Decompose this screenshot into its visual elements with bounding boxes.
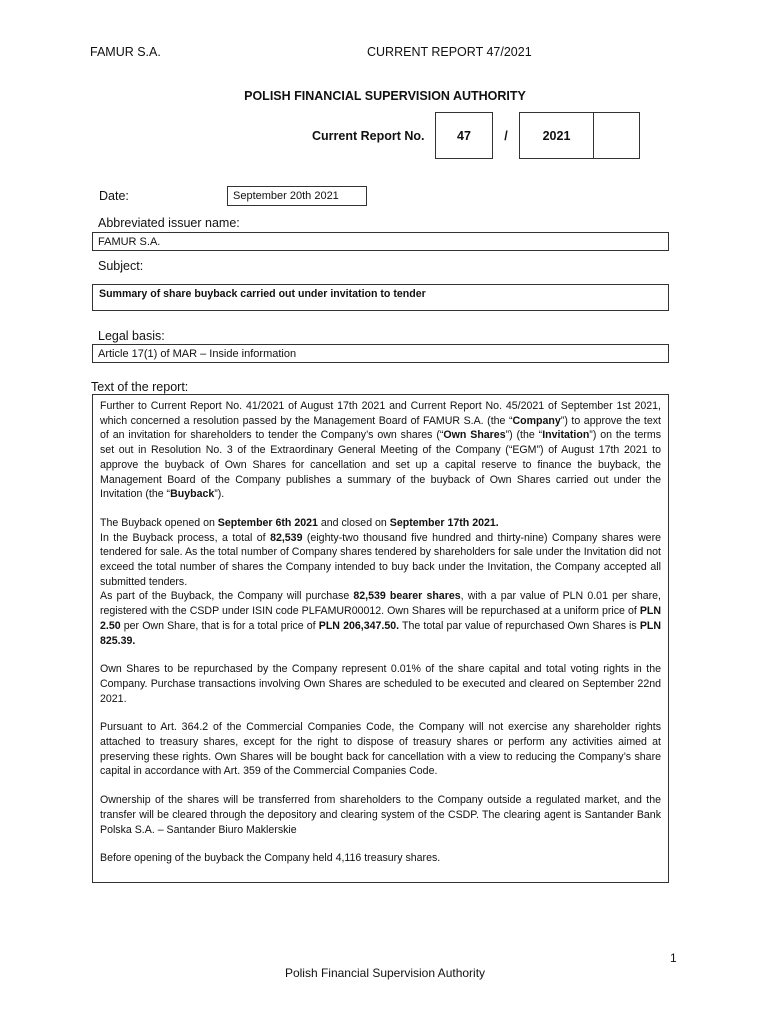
p4-text-c: , with a par value of PLN 0.01 per share, registered with the CSDP under ISIN code PLFAMUR00012. Own Shares will be repurchased at a uniform price of: [100, 590, 661, 618]
p4-text-e: per Own Share, that is for a total price of: [120, 619, 319, 632]
header-report-title: CURRENT REPORT 47/2021: [367, 45, 532, 59]
legal-basis-label: Legal basis:: [98, 329, 165, 343]
p1-invitation-term: Invitation: [542, 429, 590, 442]
page-number: 1: [670, 951, 677, 965]
header-company: FAMUR S.A.: [90, 45, 161, 59]
report-paragraph-1: [100, 399, 661, 502]
issuer-field: FAMUR S.A.: [92, 232, 669, 251]
p1-text-i: ”).: [214, 488, 225, 501]
p1-text-g: ”) on the terms set out in Resolution No. 3 of the Extraordinary General Meeting of the Company (“EGM”) of August 17th 2021 to approve the buyback of Own Shares for cancellation and set up a capital reserve to finance the buyback, the Management Board of the Company publishes a summary of the buyback of Own Shares carried out under the Invitation (the “: [100, 429, 661, 501]
subject-label: Subject:: [98, 259, 144, 273]
current-report-label: Current Report No.: [312, 129, 425, 143]
footer-text: Polish Financial Supervision Authority: [284, 966, 486, 980]
issuer-label: Abbreviated issuer name:: [98, 216, 240, 230]
report-year-box: 2021: [519, 112, 594, 159]
date-label: Date:: [99, 189, 129, 203]
date-field: September 20th 2021: [227, 186, 367, 206]
p4-par-value: PLN 825.39.: [100, 619, 661, 647]
report-number-box: 47: [435, 112, 493, 159]
p1-text-e: ”) (the “: [505, 429, 543, 442]
p1-buyback-term: Buyback: [170, 488, 215, 501]
report-paragraph-6: Pursuant to Art. 364.2 of the Commercial Companies Code, the Company will not exercise any shareholder rights attached to treasury shares, except for the right to dispose of treasury shares or perform any activities aimed at preserving these rights. Own Shares will be bought back for cancellation with a view to reducing the Company’s share capital in accordance with Art. 359 of the Commercial Companies Code.: [100, 721, 661, 778]
report-separator: /: [504, 128, 508, 143]
p2-open-date: September 6th 2021: [217, 516, 318, 529]
p3-text-c: (eighty-two thousand five hundred and thirty-nine) Company shares were tendered for sale. As the total number of Company shares tendered by shareholders for sale under the Invitation did not exceed the total number of shares the Company intended to buy back under the Invitation, the Company accepted all submitted tenders.: [100, 531, 661, 588]
p4-unit-price: PLN 2.50: [100, 605, 661, 632]
p3-text-a: In the Buyback process, a total of: [100, 531, 271, 544]
p2-text-c: and closed on: [317, 516, 390, 529]
p2-close-date: September 17th 2021.: [389, 516, 499, 529]
p4-text-a: As part of the Buyback, the Company will purchase: [100, 590, 354, 603]
p4-bearer-shares: 82,539 bearer shares: [353, 590, 461, 603]
p4-total-price: PLN 206,347.50.: [318, 619, 400, 632]
report-paragraph-8: Before opening of the buyback the Company held 4,116 treasury shares.: [100, 852, 441, 865]
p1-text-c: ”) to approve the text of an invitation for shareholders to tender the Company’s own shares (“: [100, 414, 661, 442]
report-paragraph-4: [100, 589, 661, 648]
report-paragraph-7: Ownership of the shares will be transferred from shareholders to the Company outside a regulated market, and the transfer will be cleared through the depository and clearing system of the CSDP. The clearing agent is Santander Bank Polska S.A. – Santander Biuro Maklerskie: [100, 794, 661, 836]
authority-title: POLISH FINANCIAL SUPERVISION AUTHORITY: [244, 89, 526, 103]
report-empty-box: [593, 112, 640, 159]
report-paragraph-5: Own Shares to be repurchased by the Company represent 0.01% of the share capital and total voting rights in the Company. Purchase transactions involving Own Shares are scheduled to be executed and cleared on September 22nd 2021.: [100, 663, 661, 705]
subject-field: Summary of share buyback carried out under invitation to tender: [92, 284, 669, 311]
report-paragraph-2: [100, 516, 661, 531]
p4-text-g: The total par value of repurchased Own Shares is: [399, 619, 640, 632]
p3-share-count: 82,539: [270, 531, 303, 544]
p1-company-term: Company: [512, 414, 561, 427]
legal-basis-field: Article 17(1) of MAR – Inside information: [92, 344, 669, 363]
report-text-label: Text of the report:: [91, 380, 189, 394]
p1-own-shares-term: Own Shares: [443, 429, 506, 442]
p1-text-a: Further to Current Report No. 41/2021 of August 17th 2021 and Current Report No. 45/2021 of September 1st 2021, which concerned a resolution passed by the Management Board of FAMUR S.A. (the “: [100, 400, 661, 427]
p2-text-a: The Buyback opened on: [100, 516, 218, 529]
report-text-box: [92, 394, 669, 883]
report-paragraph-3: [100, 531, 661, 590]
